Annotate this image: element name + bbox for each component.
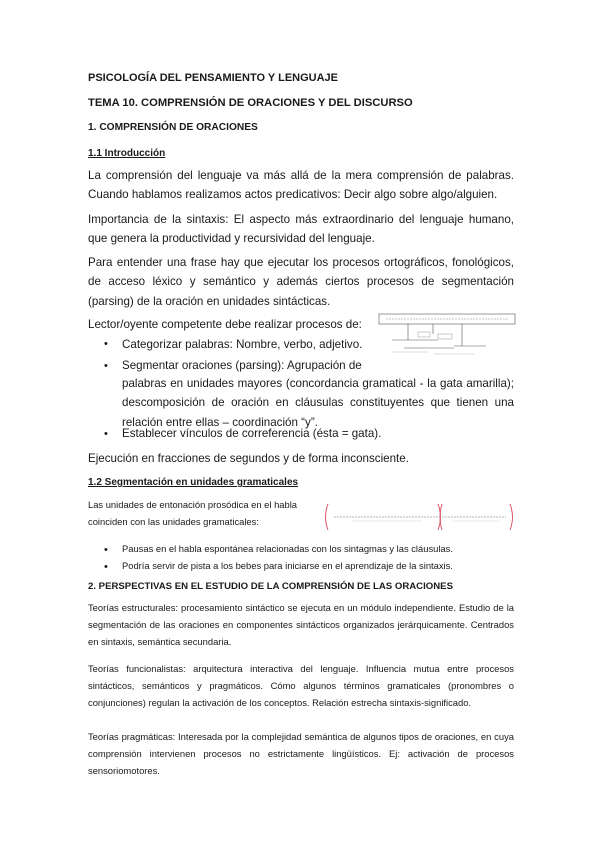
bullet-glyph: • (104, 360, 108, 372)
paragraph-entonacion: Las unidades de entonación prosódica en el habla coinciden con las unidades gramaticales: (88, 499, 298, 527)
paragraph-procesos: Para entender una frase hay que ejecutar los procesos ortográficos, fonológicos, de acceso léxico y semántico y además ciertos procesos de segmentación (parsing) de la oración en unidades sintácticas. (88, 256, 514, 308)
subsection-heading-1-2: 1.2 Segmentación en unidades gramaticales (88, 477, 299, 488)
list-item-segmentar: Segmentar oraciones (parsing): Agrupación de (122, 359, 362, 372)
paragraph-sintaxis: Importancia de la sintaxis: El aspecto más extraordinario del lenguaje humano, que genera la productividad y recursividad del lenguaje. (88, 213, 514, 246)
section-heading-2: 2. PERSPECTIVAS EN EL ESTUDIO DE LA COMPRENSIÓN DE LAS ORACIONES (88, 581, 453, 592)
bullet-glyph: • (104, 561, 108, 573)
bullet-glyph: • (104, 544, 108, 556)
subsection-heading-1-1: 1.1 Introducción (88, 148, 166, 159)
list-item-pausas: Pausas en el habla espontánea relacionadas con los sintagmas y las cláusulas. (122, 543, 453, 554)
document-title: PSICOLOGÍA DEL PENSAMIENTO Y LENGUAJE (88, 72, 338, 84)
list-item-categorizar: Categorizar palabras: Nombre, verbo, adjetivo. (122, 338, 363, 351)
list-item-correferencia: Establecer vínculos de correferencia (ésta = gata). (122, 427, 382, 440)
paragraph-funcionalistas: Teorías funcionalistas: arquitectura interactiva del lenguaje. Influencia mutua entre procesos sintácticos, semánticos y pragmáticos. Cómo algunos términos gramaticales (pronombres o conjunciones) regulan la activación de los conceptos. Relación estrecha sintaxis-significado. (88, 663, 514, 708)
syntax-tree-diagram (378, 310, 516, 362)
list-item-bebes: Podría servir de pista a los bebes para iniciarse en el aprendizaje de la sintaxis. (122, 560, 453, 571)
section-heading-1: 1. COMPRENSIÓN DE ORACIONES (88, 122, 258, 133)
paragraph-lector: Lector/oyente competente debe realizar procesos de: (88, 318, 362, 331)
bullet-glyph: • (104, 428, 108, 440)
tema-heading: TEMA 10. COMPRENSIÓN DE ORACIONES Y DEL DISCURSO (88, 97, 413, 109)
paragraph-intro: La comprensión del lenguaje va más allá de la mera comprensión de palabras. Cuando hablamos realizamos actos predicativos: Decir algo sobre algo/alguien. (88, 169, 514, 202)
paragraph-estructurales: Teorías estructurales: procesamiento sintáctico se ejecuta en un módulo independiente. Estudio de la segmentación de las oraciones en componentes sintácticos organizados jerárquicamente. Centrados en sintaxis, semántica secundaria. (88, 602, 514, 647)
list-item-segmentar-cont: palabras en unidades mayores (concordancia gramatical - la gata amarilla); descomposición de oración en cláusulas constituyentes que tienen una relación entre ellas – coordinación “y”. (122, 377, 514, 429)
paragraph-ejecucion: Ejecución en fracciones de segundos y de forma inconsciente. (88, 452, 409, 465)
bullet-glyph: • (104, 338, 108, 350)
prosody-bracket-diagram (322, 502, 516, 532)
paragraph-pragmaticas: Teorías pragmáticas: Interesada por la complejidad semántica de algunos tipos de oraciones, en cuya comprensión intervienen procesos no estrictamente lingüísticos. Ej: activación de procesos sensoriomotores. (88, 731, 514, 776)
